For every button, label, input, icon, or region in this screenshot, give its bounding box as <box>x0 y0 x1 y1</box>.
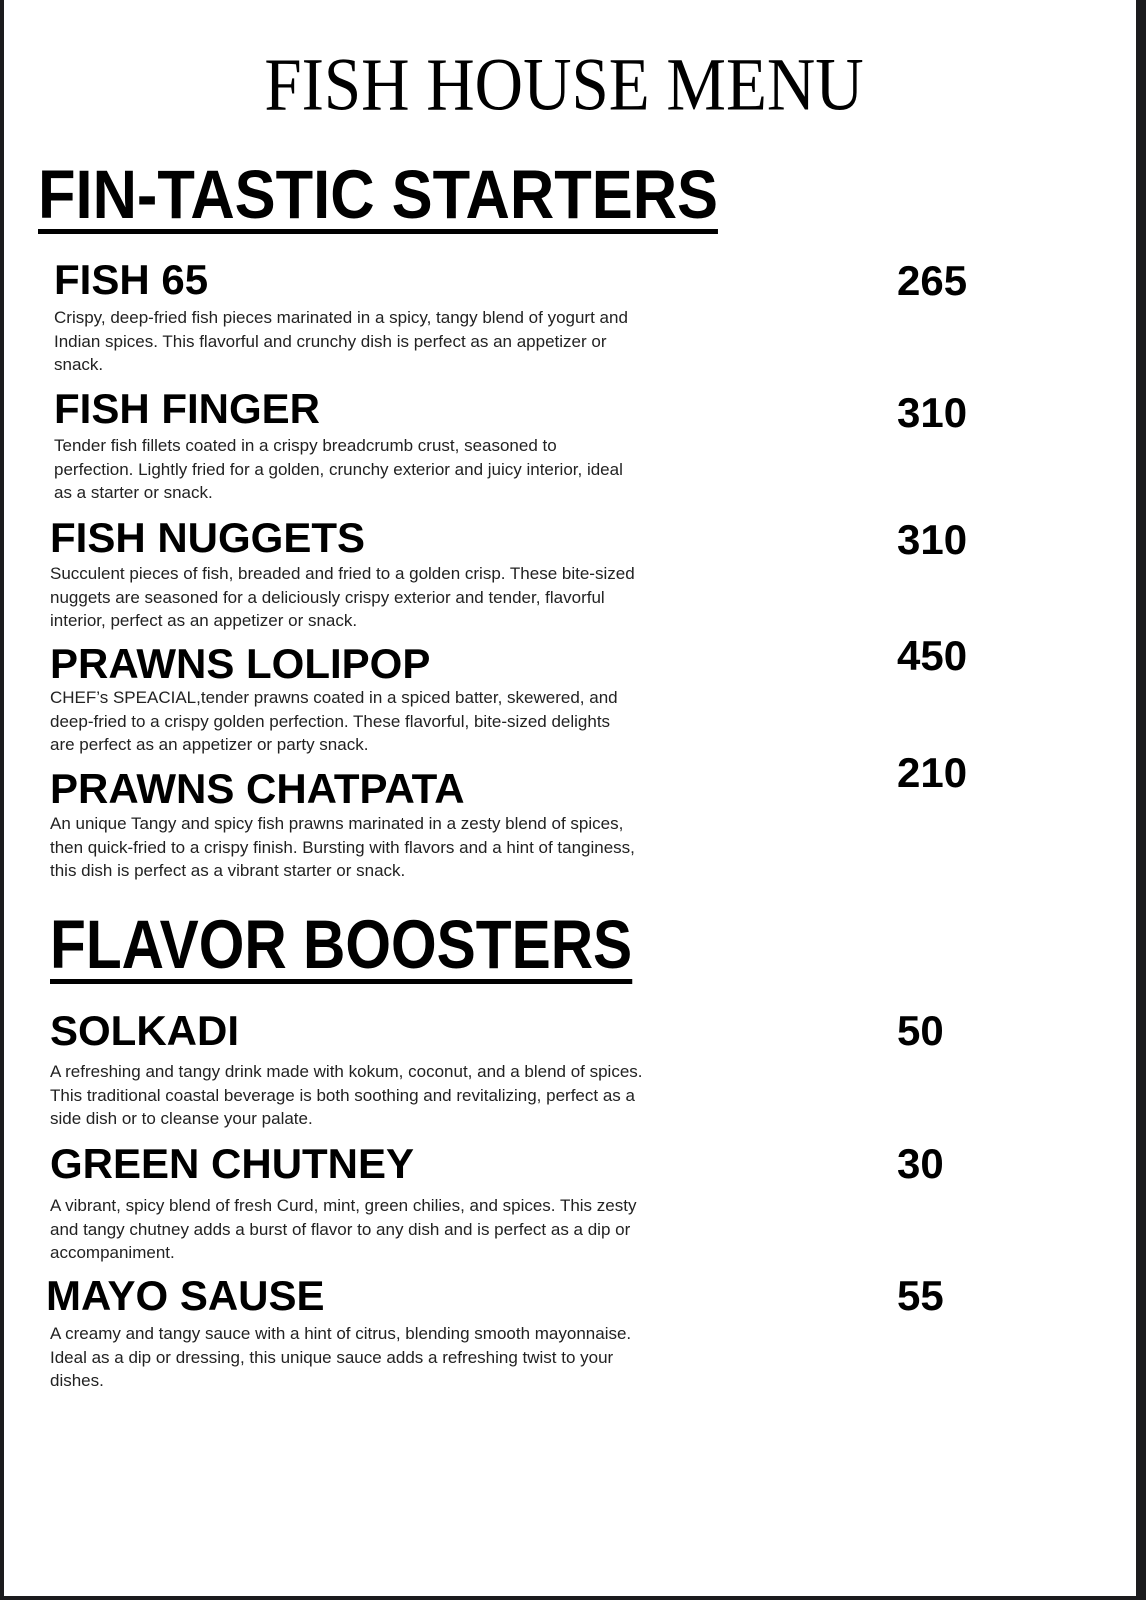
item-description <box>54 306 628 377</box>
description-line: accompaniment. <box>50 1243 175 1262</box>
description-line: CHEF’s SPEACIAL,tender prawns coated in a spiced batter, skewered, and <box>50 688 618 707</box>
item-price: 55 <box>897 1272 944 1319</box>
description-line: A vibrant, spicy blend of fresh Curd, mint, green chilies, and spices. This zesty <box>50 1196 637 1215</box>
item-name: FISH FINGER <box>54 385 321 432</box>
item-price: 30 <box>897 1140 944 1187</box>
description-line: A refreshing and tangy drink made with kokum, coconut, and a blend of spices. <box>50 1062 643 1081</box>
item-description <box>50 1194 636 1265</box>
description-line: deep-fried to a crispy golden perfection. These flavorful, bite-sized delights <box>50 711 611 731</box>
description-line: then quick-fried to a crispy finish. Bursting with flavors and a hint of tanginess, <box>50 837 635 857</box>
description-line: dishes. <box>50 1371 104 1390</box>
menu-title: FISH HOUSE MENU <box>264 43 864 127</box>
description-line: and tangy chutney adds a burst of flavor to any dish and is perfect as a dip or <box>50 1219 631 1239</box>
item-price: 310 <box>897 516 968 563</box>
section-heading-starters: FIN-TASTIC STARTERS <box>38 156 719 233</box>
item-description <box>50 686 618 757</box>
description-line: Ideal as a dip or dressing, this unique sauce adds a refreshing twist to your <box>50 1347 614 1367</box>
item-name: MAYO SAUSE <box>46 1272 325 1319</box>
description-line: snack. <box>54 355 104 374</box>
item-description <box>50 812 635 883</box>
section-heading-flavor-boosters: FLAVOR BOOSTERS <box>50 906 633 983</box>
item-name: FISH NUGGETS <box>50 514 366 561</box>
item-description <box>50 1060 643 1131</box>
item-name: GREEN CHUTNEY <box>50 1140 415 1187</box>
description-line: this dish is perfect as a vibrant starter or snack. <box>50 861 406 880</box>
item-name: FISH 65 <box>54 256 209 303</box>
description-line: A creamy and tangy sauce with a hint of citrus, blending smooth mayonnaise. <box>50 1324 632 1343</box>
description-line: Tender fish fillets coated in a crispy breadcrumb crust, seasoned to <box>54 436 557 455</box>
description-line: perfection. Lightly fried for a golden, crunchy exterior and juicy interior, ideal <box>54 459 623 479</box>
item-name: PRAWNS LOLIPOP <box>50 640 431 687</box>
item-price: 210 <box>897 749 968 796</box>
item-name: PRAWNS CHATPATA <box>50 765 465 812</box>
item-description <box>50 1322 631 1393</box>
item-name: SOLKADI <box>50 1007 239 1054</box>
item-price: 265 <box>897 257 968 304</box>
description-line: interior, perfect as an appetizer or snack. <box>50 611 358 630</box>
description-line: Crispy, deep-fried fish pieces marinated in a spicy, tangy blend of yogurt and <box>54 308 628 327</box>
item-description <box>54 434 623 505</box>
description-line: as a starter or snack. <box>54 483 213 502</box>
description-line: nuggets are seasoned for a deliciously crispy exterior and tender, flavorful <box>50 587 605 607</box>
item-price: 50 <box>897 1007 944 1054</box>
description-line: Indian spices. This flavorful and crunchy dish is perfect as an appetizer or <box>54 331 607 351</box>
description-line: This traditional coastal beverage is both soothing and revitalizing, perfect as a <box>50 1085 635 1105</box>
menu-page <box>4 0 1136 1596</box>
description-line: are perfect as an appetizer or party snack. <box>50 735 369 754</box>
item-price: 310 <box>897 389 968 436</box>
description-line: Succulent pieces of fish, breaded and fried to a golden crisp. These bite-sized <box>50 564 635 583</box>
description-line: An unique Tangy and spicy fish prawns marinated in a zesty blend of spices, <box>50 814 624 833</box>
description-line: side dish or to cleanse your palate. <box>50 1109 313 1128</box>
item-description <box>50 562 635 633</box>
item-price: 450 <box>897 632 968 679</box>
